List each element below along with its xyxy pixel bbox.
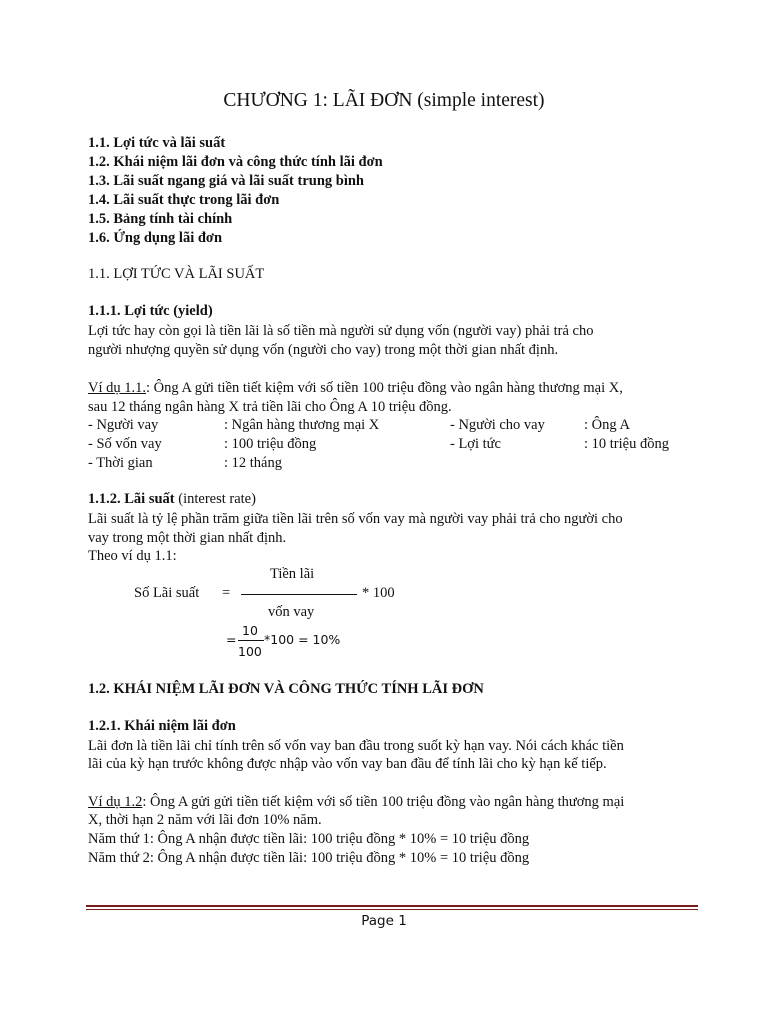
- detail-value: : Ông A: [584, 417, 630, 433]
- example-1-1-line1: [88, 380, 623, 397]
- subsection-heading-rest: (interest rate): [174, 491, 256, 507]
- paragraph-line: lãi của kỳ hạn trước không được nhập vào vốn vay ban đầu để tính lãi cho kỳ hạn kế tiếp.: [88, 756, 607, 772]
- formula-denominator-2: 100: [238, 644, 262, 659]
- paragraph-line: vay trong một thời gian nhất định.: [88, 530, 287, 546]
- subsection-heading-bold: 1.1.2. Lãi suất: [88, 491, 175, 507]
- detail-label: - Người vay: [88, 417, 159, 433]
- toc-item-2: 1.2. Khái niệm lãi đơn và công thức tính lãi đơn: [88, 154, 383, 170]
- formula-lhs: Số Lãi suất: [134, 585, 200, 601]
- formula-numerator-2: 10: [242, 623, 258, 638]
- example-1-2-line3: Năm thứ 1: Ông A nhận được tiền lãi: 100 triệu đồng * 10% = 10 triệu đồng: [88, 831, 530, 847]
- title-sub: (simple interest): [412, 90, 545, 111]
- formula-denominator: vốn vay: [268, 604, 315, 620]
- formula-multiplier: * 100: [362, 585, 395, 601]
- section-heading-1-1: 1.1. LỢI TỨC VÀ LÃI SUẤT: [88, 266, 265, 282]
- formula-equals-2: =: [226, 632, 237, 647]
- footer-rule: [86, 905, 698, 907]
- example-text: : Ông A gửi tiền tiết kiệm với số tiền 100 triệu đồng vào ngân hàng thương mại X,: [146, 380, 623, 396]
- detail-value: : 100 triệu đồng: [224, 436, 317, 452]
- detail-label: - Thời gian: [88, 455, 153, 471]
- example-text: : Ông A gửi gửi tiền tiết kiệm với số tiền 100 triệu đồng vào ngân hàng thương mại: [142, 794, 625, 810]
- paragraph-line: Lãi đơn là tiền lãi chỉ tính trên số vốn vay ban đầu trong suốt kỳ hạn vay. Nói cách khác tiền: [88, 738, 624, 754]
- title-main: CHƯƠNG 1: LÃI ĐƠN: [223, 90, 413, 111]
- paragraph-line: Lãi suất là tỷ lệ phần trăm giữa tiền lãi trên số vốn vay mà người vay phải trả cho người cho: [88, 511, 623, 527]
- subsection-heading-1-1-2: [88, 491, 256, 508]
- toc-item-3: 1.3. Lãi suất ngang giá và lãi suất trung bình: [88, 173, 364, 189]
- example-label: Ví dụ 1.1.: [88, 380, 146, 396]
- page-number: Page 1: [361, 913, 407, 929]
- subsection-heading-1-2-1: 1.2.1. Khái niệm lãi đơn: [88, 718, 236, 734]
- subsection-heading-1-1-1: 1.1.1. Lợi tức (yield): [88, 303, 213, 319]
- paragraph-line: Theo ví dụ 1.1:: [88, 548, 177, 564]
- toc-item-5: 1.5. Bảng tính tài chính: [88, 211, 233, 227]
- toc-item-6: 1.6. Ứng dụng lãi đơn: [88, 230, 223, 246]
- formula-equals: =: [222, 585, 231, 601]
- detail-label: - Lợi tức: [450, 436, 501, 452]
- paragraph-line: Lợi tức hay còn gọi là tiền lãi là số tiền mà người sử dụng vốn (người vay) phải trả cho: [88, 323, 594, 339]
- detail-label: - Số vốn vay: [88, 436, 162, 452]
- toc-item-1: 1.1. Lợi tức và lãi suất: [88, 135, 226, 151]
- section-heading-1-2: 1.2. KHÁI NIỆM LÃI ĐƠN VÀ CÔNG THỨC TÍNH LÃI ĐƠN: [88, 681, 484, 697]
- fraction-bar: [241, 594, 357, 595]
- example-1-2-line2: X, thời hạn 2 năm với lãi đơn 10% năm.: [88, 812, 322, 828]
- fraction-bar-2: [238, 640, 264, 641]
- footer-rule-thin: [86, 909, 698, 910]
- page-title: [0, 90, 768, 112]
- formula-result: *100 = 10%: [264, 632, 341, 647]
- toc-item-4: 1.4. Lãi suất thực trong lãi đơn: [88, 192, 280, 208]
- example-1-2-line4: Năm thứ 2: Ông A nhận được tiền lãi: 100 triệu đồng * 10% = 10 triệu đồng: [88, 850, 530, 866]
- example-1-1-line2: sau 12 tháng ngân hàng X trả tiền lãi cho Ông A 10 triệu đồng.: [88, 399, 452, 415]
- detail-value: : Ngân hàng thương mại X: [224, 417, 380, 433]
- example-1-2-line1: [88, 794, 624, 811]
- example-label: Ví dụ 1.2: [88, 794, 143, 810]
- paragraph-line: người nhượng quyền sử dụng vốn (người cho vay) trong một thời gian nhất định.: [88, 342, 559, 358]
- detail-value: : 10 triệu đồng: [584, 436, 669, 452]
- formula-numerator: Tiền lãi: [270, 566, 315, 582]
- detail-label: - Người cho vay: [450, 417, 545, 433]
- detail-value: : 12 tháng: [224, 455, 282, 471]
